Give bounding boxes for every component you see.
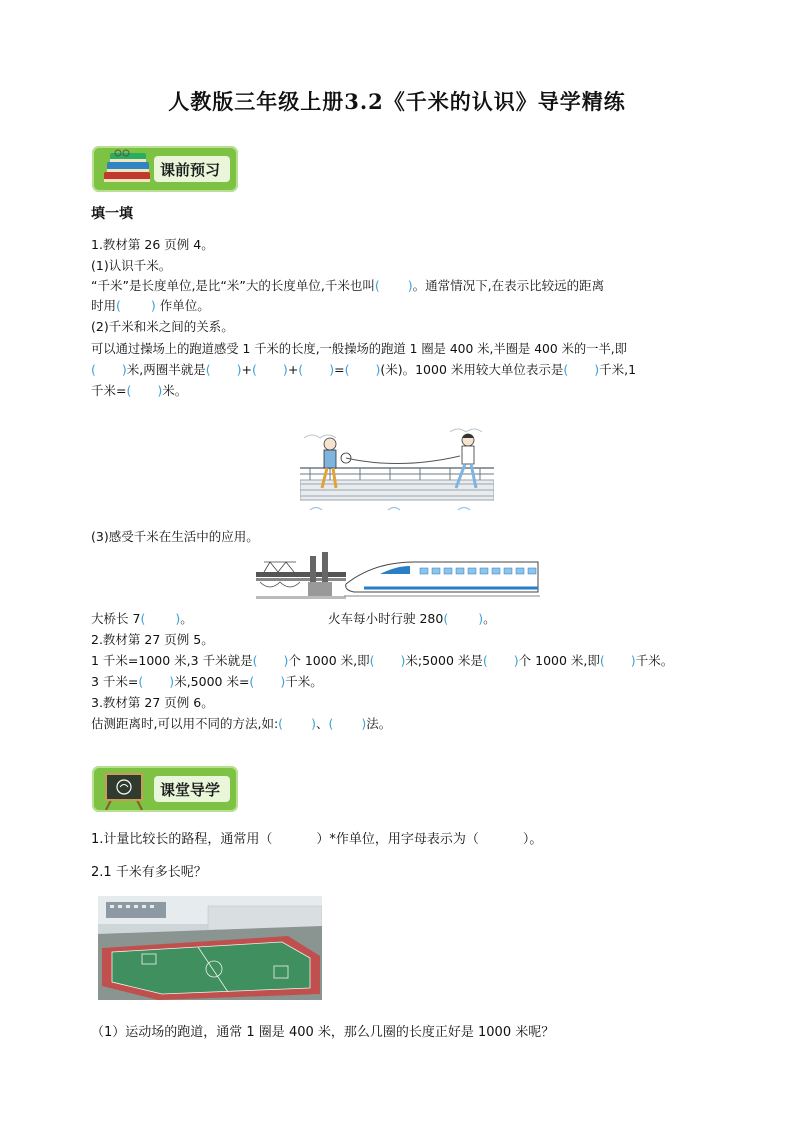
blank-open: ( <box>482 653 488 668</box>
blank-close: ) <box>513 653 519 668</box>
blank-close: ) <box>150 298 156 313</box>
blank-close: ) <box>311 716 316 731</box>
q1-title: 1.教材第 26 页例 4。 <box>91 237 214 252</box>
q1-2-line1: 可以通过操场上的跑道感受 1 千米的长度,一般操场的跑道 1 圈是 400 米,半圈是 400 米的一半,即 <box>91 342 627 356</box>
text: 个 1000 米,即 <box>518 653 600 668</box>
text: 米,两圈半就是 <box>126 362 206 377</box>
q1-3-title: (3)感受千米在生活中的应用。 <box>91 529 259 544</box>
q3-title: 3.教材第 27 页例 6。 <box>91 695 214 710</box>
blank-close: ) <box>283 653 289 668</box>
fill-in-heading: 填一填 <box>91 206 133 222</box>
q1-2-title: (2)千米和米之间的关系。 <box>91 319 234 334</box>
q1-2-line2 <box>91 361 636 379</box>
text: (米)。1000 米用较大单位表示是 <box>380 362 564 377</box>
blank-close: ) <box>630 653 636 668</box>
blank-close: ) <box>375 362 381 377</box>
blank-close: ) <box>329 362 335 377</box>
blank-close: ) <box>478 611 484 626</box>
q2-line2 <box>91 673 323 691</box>
blank-open: ( <box>278 716 284 731</box>
blank-open: ( <box>138 674 144 689</box>
s2-q1-line <box>91 831 542 849</box>
text: 。通常情况下,在表示比较远的距离 <box>412 278 605 293</box>
blank-close: ) <box>175 611 181 626</box>
text: 火车每小时行驶 280 <box>328 611 444 626</box>
q2-title: 2.教材第 27 页例 5。 <box>91 632 214 647</box>
text: 。 <box>483 611 496 626</box>
q1-1-title: (1)认识千米。 <box>91 258 172 273</box>
text: = <box>334 362 345 377</box>
blank-open: ( <box>116 298 121 313</box>
books-icon <box>98 148 156 190</box>
text: 千米。 <box>635 653 674 668</box>
blank-close: ) <box>361 716 367 731</box>
text: 3 千米= <box>91 674 139 689</box>
train-line <box>328 610 496 628</box>
text: 法。 <box>366 716 392 731</box>
blank-close: ) <box>407 278 413 293</box>
train-illustration <box>344 552 540 600</box>
section-badge-classroom <box>92 766 238 812</box>
text: 千米。 <box>285 674 323 689</box>
blank-close: ) <box>400 653 406 668</box>
text: 。 <box>180 611 193 626</box>
blank-open: ( <box>369 653 375 668</box>
blank-open: ( <box>252 653 258 668</box>
text: ）*作单位，用字母表示为（ <box>316 832 479 847</box>
text: 米。 <box>162 383 188 398</box>
blank-open: ( <box>563 362 569 377</box>
text: 米,5000 米= <box>174 674 250 689</box>
blank-open: ( <box>374 278 380 293</box>
blank-open: ( <box>249 674 255 689</box>
bridge-illustration <box>256 548 346 600</box>
badge-label: 课堂导学 <box>160 781 221 799</box>
q1-2-line3 <box>91 382 187 400</box>
blank-open: ( <box>298 362 304 377</box>
blank-close: ) <box>280 674 286 689</box>
blank-close: ) <box>121 362 127 377</box>
text: “千米”是长度单位,是比“米”大的长度单位,千米也叫 <box>91 278 375 293</box>
blank-open: ( <box>328 716 334 731</box>
text: 、 <box>315 716 329 731</box>
text: 千米,1 <box>599 362 637 377</box>
blank-open: ( <box>126 383 132 398</box>
blank-open: ( <box>91 362 96 377</box>
text: 1 千米=1000 米,3 千米就是 <box>91 653 253 668</box>
blank-open: ( <box>443 611 449 626</box>
blank-open: ( <box>599 653 605 668</box>
badge-label: 课前预习 <box>160 161 221 179</box>
q3-line1 <box>91 715 391 733</box>
blank-close: ) <box>157 383 163 398</box>
bridge-line <box>91 610 193 628</box>
text: 估测距离时,可以用不同的方法,如: <box>91 716 279 731</box>
children-measuring-illustration <box>300 418 494 516</box>
blank-open: ( <box>252 362 257 377</box>
text: 大桥长 7 <box>91 611 141 626</box>
q1-1-line1 <box>91 277 604 295</box>
blank-close: ) <box>594 362 600 377</box>
text: 千米= <box>91 383 127 398</box>
q2-line1 <box>91 652 673 670</box>
s2-q2-title: 2.1 千米有多长呢？ <box>91 865 207 880</box>
blank-open: ( <box>205 362 211 377</box>
text: 时用 <box>91 298 117 313</box>
s2-q2-1-line: （1）运动场的跑道，通常 1 圈是 400 米，那么几圈的长度正好是 1000 米呢？ <box>91 1025 555 1040</box>
blank-open: ( <box>140 611 146 626</box>
page-title: 人教版三年级上册3.2《千米的认识》导学精练 <box>168 89 626 114</box>
blank-close: ) <box>282 362 288 377</box>
text: ）。 <box>522 832 543 847</box>
text: 1.计量比较长的路程，通常用（ <box>91 832 273 847</box>
text: 米;5000 米是 <box>405 653 483 668</box>
text: 作单位。 <box>155 298 210 313</box>
sports-field-photo <box>98 896 322 1000</box>
blank-close: ) <box>169 674 175 689</box>
text: + <box>241 362 253 377</box>
text: + <box>287 362 299 377</box>
blackboard-icon <box>98 768 150 810</box>
q1-1-line2 <box>91 297 210 315</box>
section-badge-preview <box>92 146 238 192</box>
blank-open: ( <box>344 362 350 377</box>
text: 个 1000 米,即 <box>288 653 370 668</box>
blank-close: ) <box>236 362 242 377</box>
